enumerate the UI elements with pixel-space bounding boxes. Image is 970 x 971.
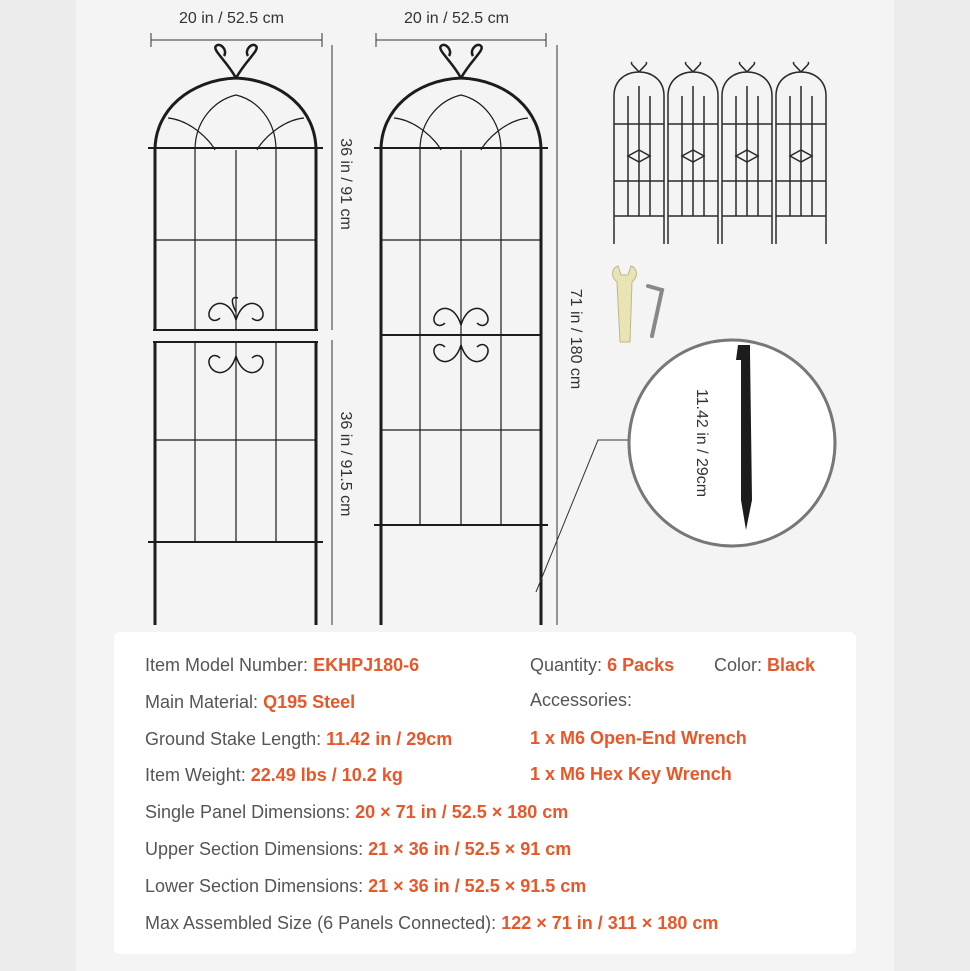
spec-upper-section bbox=[145, 839, 571, 860]
upper-height-label: 36 in / 91 cm bbox=[337, 138, 354, 230]
spec-single-value: 20 × 71 in / 52.5 × 180 cm bbox=[355, 802, 569, 822]
spec-stake bbox=[145, 729, 452, 750]
lower-height-label: 36 in / 91.5 cm bbox=[337, 411, 354, 517]
spec-upper-label: Upper Section Dimensions: bbox=[145, 839, 364, 859]
spec-material bbox=[145, 692, 355, 713]
spec-color bbox=[714, 655, 815, 676]
specs-card bbox=[114, 632, 856, 954]
spec-model-value: EKHPJ180-6 bbox=[313, 655, 420, 675]
spec-color-label: Color: bbox=[714, 655, 763, 675]
stake-detail-circle bbox=[629, 340, 835, 546]
right-trellis bbox=[374, 45, 548, 625]
spec-model-label: Item Model Number: bbox=[145, 655, 309, 675]
left-trellis bbox=[148, 45, 323, 625]
spec-weight bbox=[145, 765, 403, 786]
spec-max-label: Max Assembled Size (6 Panels Connected): bbox=[145, 913, 497, 933]
accessory-item: 1 x M6 Open-End Wrench bbox=[530, 728, 747, 748]
wrench-icon bbox=[613, 266, 637, 342]
spec-single-panel bbox=[145, 802, 568, 823]
spec-max-value: 122 × 71 in / 311 × 180 cm bbox=[501, 913, 719, 933]
spec-model bbox=[145, 655, 419, 676]
spec-weight-value: 22.49 lbs / 10.2 kg bbox=[250, 765, 403, 785]
stake-length-label: 11.42 in / 29cm bbox=[693, 388, 710, 498]
spec-lower-section bbox=[145, 876, 586, 897]
spec-quantity bbox=[530, 655, 674, 676]
hex-key-icon bbox=[648, 286, 662, 336]
spec-stake-label: Ground Stake Length: bbox=[145, 729, 322, 749]
spec-lower-value: 21 × 36 in / 52.5 × 91.5 cm bbox=[368, 876, 587, 896]
spec-material-value: Q195 Steel bbox=[263, 692, 356, 712]
spec-material-label: Main Material: bbox=[145, 692, 259, 712]
spec-accessories-label: Accessories: bbox=[530, 690, 633, 710]
spec-lower-label: Lower Section Dimensions: bbox=[145, 876, 364, 896]
total-height-label: 71 in / 180 cm bbox=[567, 288, 584, 390]
spec-max-size bbox=[145, 913, 718, 934]
spec-single-label: Single Panel Dimensions: bbox=[145, 802, 351, 822]
spec-stake-value: 11.42 in / 29cm bbox=[326, 729, 453, 749]
width-label-left: 20 in / 52.5 cm bbox=[179, 10, 284, 27]
spec-upper-value: 21 × 36 in / 52.5 × 91 cm bbox=[368, 839, 572, 859]
spec-quantity-value: 6 Packs bbox=[607, 655, 675, 675]
spec-color-value: Black bbox=[767, 655, 816, 675]
spec-quantity-label: Quantity: bbox=[530, 655, 603, 675]
spec-weight-label: Item Weight: bbox=[145, 765, 246, 785]
width-label-right: 20 in / 52.5 cm bbox=[404, 10, 509, 27]
six-panel-preview bbox=[614, 62, 826, 244]
accessory-item: 1 x M6 Hex Key Wrench bbox=[530, 764, 732, 784]
